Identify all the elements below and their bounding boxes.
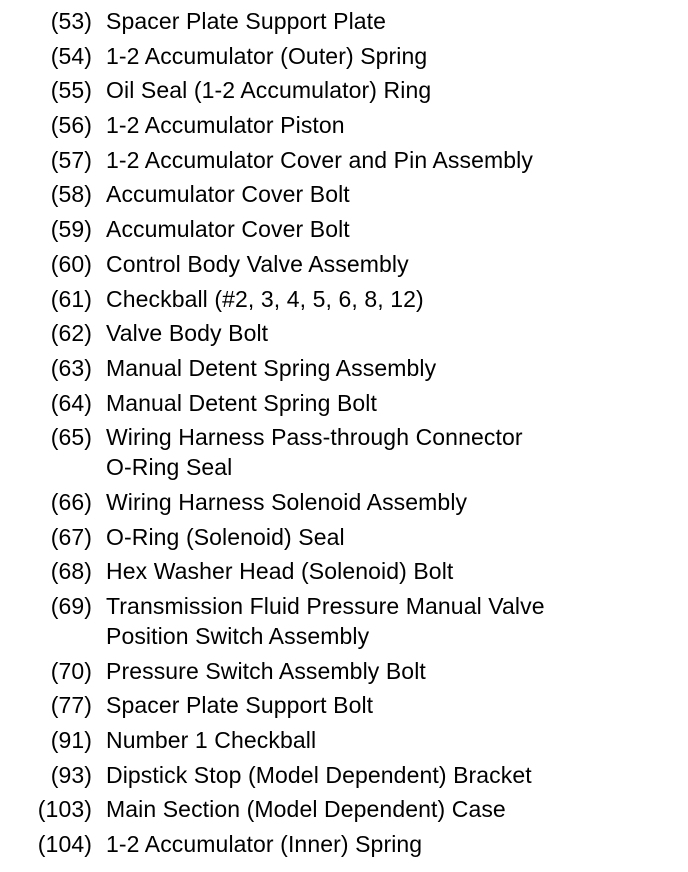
item-number: (55) — [50, 77, 92, 104]
legend-item — [0, 6, 688, 36]
item-description: Wiring Harness Solenoid Assembly — [106, 488, 468, 515]
item-number: (77) — [50, 692, 92, 719]
item-description: Accumulator Cover Bolt — [106, 181, 350, 208]
legend-item — [0, 214, 688, 244]
item-description: 1-2 Accumulator (Outer) Spring — [106, 42, 428, 69]
legend-item — [0, 522, 688, 552]
item-description: Accumulator Cover Bolt — [106, 216, 350, 243]
legend-item — [0, 422, 688, 482]
legend-item — [0, 249, 688, 279]
legend-item — [0, 656, 688, 686]
item-number: (68) — [50, 558, 92, 585]
item-number: (53) — [50, 8, 92, 34]
item-number: (103) — [37, 796, 92, 823]
item-number: (64) — [50, 389, 92, 416]
item-number: (61) — [50, 285, 92, 312]
legend-item — [0, 794, 688, 824]
item-description: Checkball (#2, 3, 4, 5, 6, 8, 12) — [106, 285, 424, 312]
item-number: (65) — [50, 424, 92, 451]
item-description: Manual Detent Spring Bolt — [106, 389, 377, 416]
item-description: Dipstick Stop (Model Dependent) Bracket — [106, 761, 532, 788]
item-description: O-Ring (Solenoid) Seal — [106, 523, 345, 550]
item-number: (93) — [50, 761, 92, 788]
item-number: (91) — [50, 727, 92, 754]
legend-item — [0, 75, 688, 105]
item-description: 1-2 Accumulator Piston — [106, 112, 345, 139]
legend-item — [0, 388, 688, 418]
item-number: (62) — [50, 320, 92, 347]
legend-item — [0, 145, 688, 175]
item-description: 1-2 Accumulator Cover and Pin Assembly — [106, 146, 533, 173]
item-description: Wiring Harness Pass-through Connector O-Ring Seal — [106, 424, 523, 481]
legend-item — [0, 690, 688, 720]
item-description: Valve Body Bolt — [106, 320, 269, 347]
item-description: Transmission Fluid Pressure Manual Valve Position Switch Assembly — [106, 593, 545, 649]
legend-item — [0, 556, 688, 586]
legend-item — [0, 829, 688, 859]
item-description: Hex Washer Head (Solenoid) Bolt — [106, 558, 454, 585]
legend-item — [0, 284, 688, 314]
legend-item — [0, 110, 688, 140]
item-number: (60) — [50, 250, 92, 277]
item-description: Spacer Plate Support Bolt — [106, 692, 374, 719]
item-number: (57) — [50, 146, 92, 173]
item-number: (59) — [50, 216, 92, 243]
item-description: Control Body Valve Assembly — [106, 250, 409, 277]
legend-item — [0, 318, 688, 348]
item-description: Pressure Switch Assembly Bolt — [106, 657, 426, 684]
item-description: Oil Seal (1-2 Accumulator) Ring — [106, 77, 432, 104]
item-number: (104) — [37, 831, 92, 858]
item-description: Manual Detent Spring Assembly — [106, 354, 437, 381]
legend-item — [0, 353, 688, 383]
item-number: (56) — [50, 112, 92, 139]
legend-item — [0, 487, 688, 517]
legend-item — [0, 760, 688, 790]
item-description: Main Section (Model Dependent) Case — [106, 796, 506, 823]
item-description: Number 1 Checkball — [106, 727, 317, 754]
item-description: Spacer Plate Support Plate — [106, 8, 387, 34]
item-number: (66) — [50, 488, 92, 515]
item-number: (69) — [50, 593, 92, 619]
item-description: 1-2 Accumulator (Inner) Spring — [106, 831, 423, 858]
item-number: (63) — [50, 354, 92, 381]
legend-item — [0, 591, 688, 651]
legend-item — [0, 725, 688, 755]
item-number: (70) — [50, 657, 92, 684]
parts-legend — [0, 6, 688, 859]
item-number: (67) — [50, 523, 92, 550]
item-number: (58) — [50, 181, 92, 208]
legend-item — [0, 179, 688, 209]
item-number: (54) — [50, 42, 92, 69]
legend-item — [0, 41, 688, 71]
